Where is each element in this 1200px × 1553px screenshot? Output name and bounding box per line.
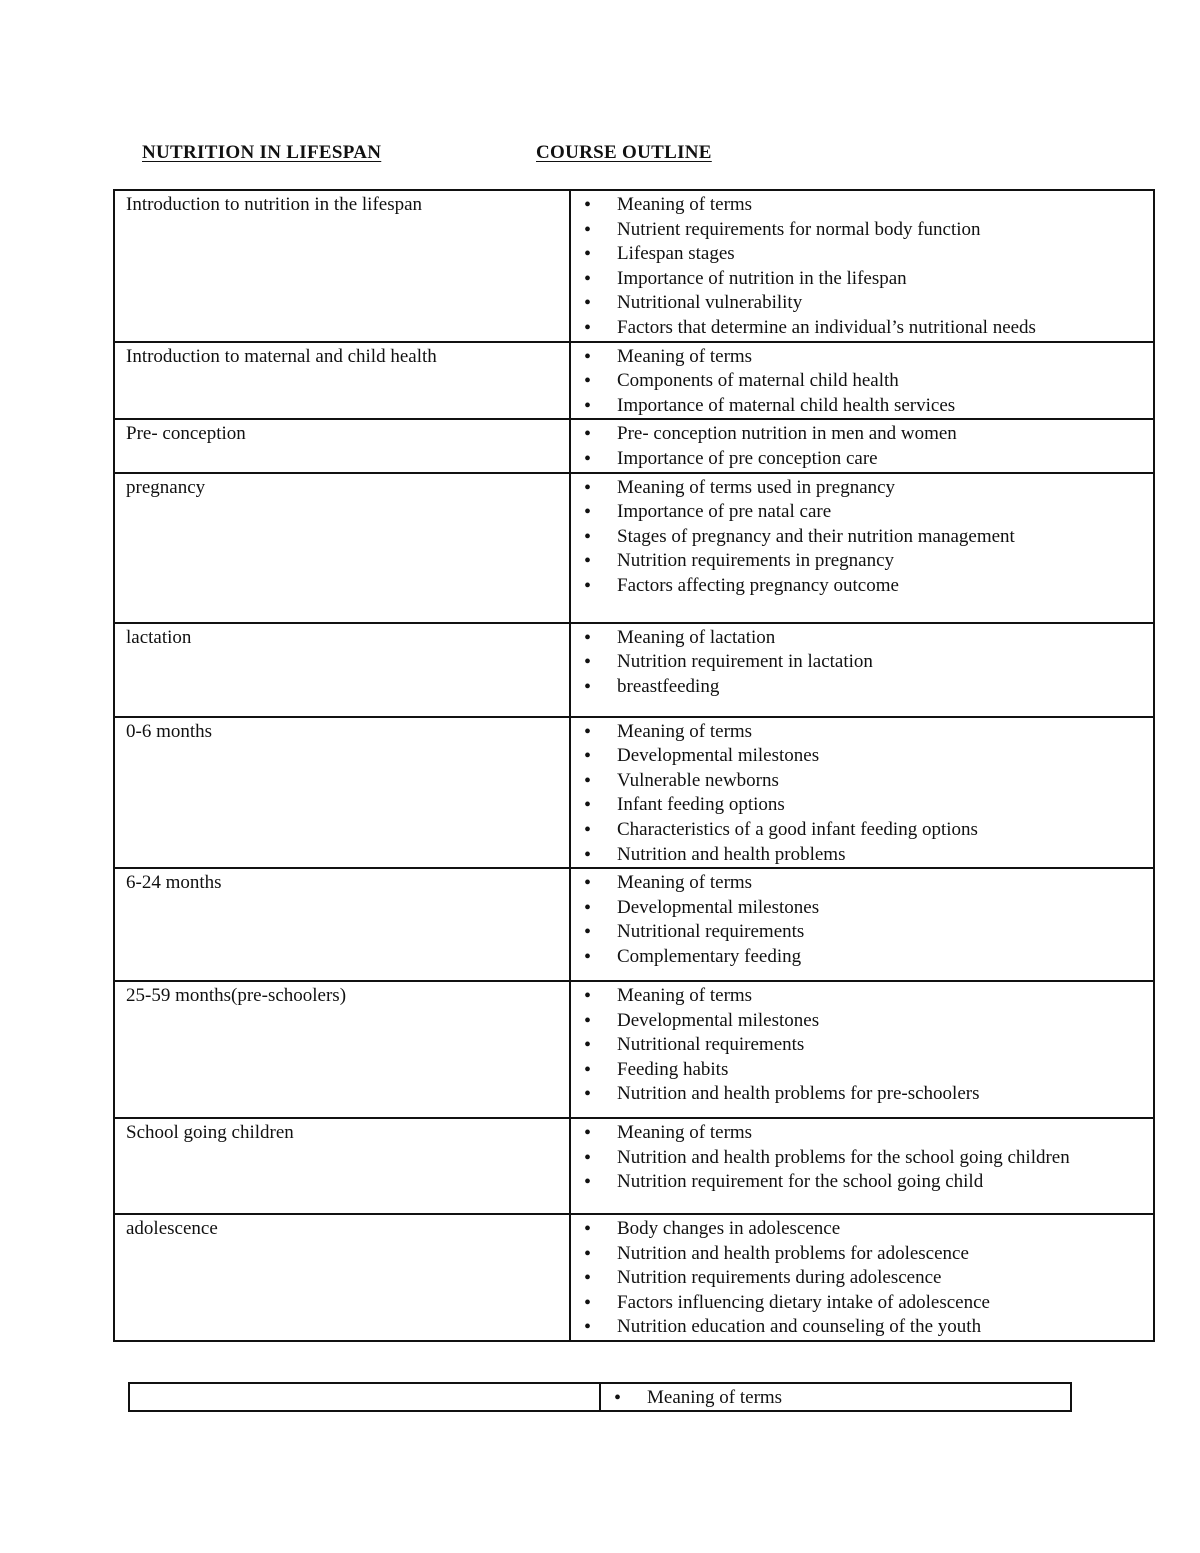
list-item: • Pre- conception nutrition in men and women	[571, 422, 1153, 447]
content-list	[571, 476, 1153, 599]
topic-cell: School going children	[114, 1118, 570, 1214]
list-item: • Meaning of lactation	[571, 626, 1153, 651]
content-list	[571, 422, 1153, 471]
table-row	[114, 473, 1154, 623]
topic-cell: Pre- conception	[114, 419, 570, 472]
content-list	[601, 1386, 1070, 1410]
content-list	[571, 1217, 1153, 1340]
list-item: • Nutrition requirement in lactation	[571, 650, 1153, 675]
list-item: • Importance of maternal child health services	[571, 394, 1153, 419]
list-item: • breastfeeding	[571, 675, 1153, 700]
list-item: • Nutrition and health problems	[571, 843, 1153, 868]
content-list	[571, 193, 1153, 341]
list-item: • Meaning of terms used in pregnancy	[571, 476, 1153, 501]
list-item: • Nutrition requirements during adolescence	[571, 1266, 1153, 1291]
list-item: • Body changes in adolescence	[571, 1217, 1153, 1242]
table-row	[114, 190, 1154, 342]
outline-title: COURSE OUTLINE	[536, 142, 712, 163]
list-item: • Developmental milestones	[571, 744, 1153, 769]
list-item: • Nutrition and health problems for the school going children	[571, 1146, 1153, 1171]
list-item: • Nutritional requirements	[571, 1033, 1153, 1058]
list-item: • Meaning of terms	[571, 345, 1153, 370]
topic-cell	[129, 1383, 600, 1411]
content-cell	[570, 190, 1154, 342]
list-item: • Lifespan stages	[571, 242, 1153, 267]
course-title: NUTRITION IN LIFESPAN	[142, 142, 382, 163]
table-row	[114, 717, 1154, 869]
content-cell	[570, 717, 1154, 869]
list-item: • Meaning of terms	[601, 1386, 1070, 1410]
list-item: • Nutritional vulnerability	[571, 291, 1153, 316]
content-list	[571, 626, 1153, 700]
list-item: • Developmental milestones	[571, 1009, 1153, 1034]
list-item: • Factors affecting pregnancy outcome	[571, 574, 1153, 599]
course-outline-table	[113, 189, 1155, 1342]
table-row	[114, 419, 1154, 472]
topic-cell: Introduction to maternal and child health	[114, 342, 570, 420]
content-list	[571, 1121, 1153, 1195]
content-cell	[570, 419, 1154, 472]
list-item: • Nutrition education and counseling of the youth	[571, 1315, 1153, 1340]
list-item: • Factors that determine an individual’s nutritional needs	[571, 316, 1153, 341]
content-cell	[570, 1118, 1154, 1214]
list-item: • Developmental milestones	[571, 896, 1153, 921]
content-list	[571, 720, 1153, 868]
list-item: • Meaning of terms	[571, 720, 1153, 745]
list-item: • Nutritional requirements	[571, 920, 1153, 945]
list-item: • Nutrition requirement for the school going child	[571, 1170, 1153, 1195]
content-cell	[570, 623, 1154, 717]
content-cell	[570, 981, 1154, 1118]
list-item: • Meaning of terms	[571, 1121, 1153, 1146]
content-cell	[570, 342, 1154, 420]
table-row	[114, 868, 1154, 981]
topic-cell: pregnancy	[114, 473, 570, 623]
table-row	[114, 623, 1154, 717]
content-list	[571, 345, 1153, 419]
table-row	[114, 342, 1154, 420]
list-item: • Components of maternal child health	[571, 369, 1153, 394]
content-cell	[570, 1214, 1154, 1341]
topic-cell: Introduction to nutrition in the lifespan	[114, 190, 570, 342]
list-item: • Nutrient requirements for normal body function	[571, 218, 1153, 243]
topic-cell: lactation	[114, 623, 570, 717]
table-row	[114, 1214, 1154, 1341]
list-item: • Infant feeding options	[571, 793, 1153, 818]
content-list	[571, 871, 1153, 969]
table-row	[114, 981, 1154, 1118]
content-cell	[570, 473, 1154, 623]
list-item: • Nutrition and health problems for pre-schoolers	[571, 1082, 1153, 1107]
list-item: • Importance of pre conception care	[571, 447, 1153, 472]
list-item: • Vulnerable newborns	[571, 769, 1153, 794]
topic-cell: 25-59 months(pre-schoolers)	[114, 981, 570, 1118]
list-item: • Factors influencing dietary intake of adolescence	[571, 1291, 1153, 1316]
table-row	[129, 1383, 1071, 1411]
list-item: • Nutrition requirements in pregnancy	[571, 549, 1153, 574]
list-item: • Importance of pre natal care	[571, 500, 1153, 525]
list-item: • Nutrition and health problems for adolescence	[571, 1242, 1153, 1267]
content-cell	[570, 868, 1154, 981]
continuation-table	[128, 1382, 1072, 1412]
list-item: • Meaning of terms	[571, 871, 1153, 896]
topic-cell: 6-24 months	[114, 868, 570, 981]
topic-cell: 0-6 months	[114, 717, 570, 869]
list-item: • Complementary feeding	[571, 945, 1153, 970]
list-item: • Feeding habits	[571, 1058, 1153, 1083]
list-item: • Importance of nutrition in the lifespan	[571, 267, 1153, 292]
list-item: • Stages of pregnancy and their nutrition management	[571, 525, 1153, 550]
content-cell	[600, 1383, 1071, 1411]
content-list	[571, 984, 1153, 1107]
table-row	[114, 1118, 1154, 1214]
topic-cell: adolescence	[114, 1214, 570, 1341]
list-item: • Meaning of terms	[571, 193, 1153, 218]
list-item: • Meaning of terms	[571, 984, 1153, 1009]
list-item: • Characteristics of a good infant feeding options	[571, 818, 1153, 843]
